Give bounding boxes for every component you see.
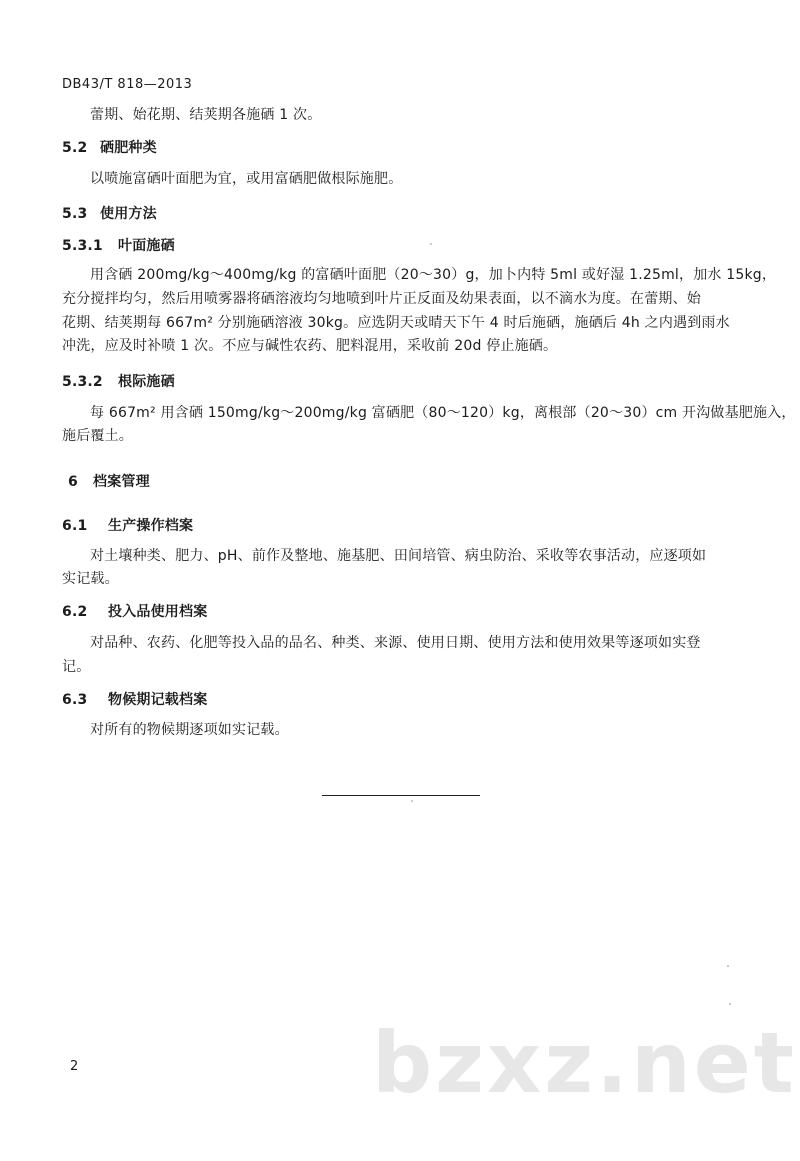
section-5-3-1-title: 叶面施硒 (118, 238, 175, 254)
section-6-1-number: 6.1 (62, 518, 88, 534)
section-6-1-title: 生产操作档案 (108, 518, 194, 534)
scan-speck (727, 965, 729, 967)
section-6-2-number: 6.2 (62, 604, 88, 620)
section-5-3-1-line-3: 花期、结荚期每 667m² 分别施硒溶液 30kg。应选阴天或晴天下午 4 时后施硒，施硒后 4h 之内遇到雨水 (62, 315, 730, 331)
section-5-3-2-line-1: 每 667m² 用含硒 150mg/kg～200mg/kg 富硒肥（80～120）kg，离根部（20～30）cm 开沟做基肥施入， (90, 405, 796, 421)
paragraph-continuation: 蕾期、始花期、结荚期各施硒 1 次。 (90, 107, 322, 123)
section-5-2-paragraph: 以喷施富硒叶面肥为宜，或用富硒肥做根际施肥。 (90, 171, 403, 187)
scan-speck (411, 800, 413, 802)
section-5-3-2-title: 根际施硒 (118, 374, 175, 390)
section-5-3-1-line-1: 用含硒 200mg/kg～400mg/kg 的富硒叶面肥（20～30）g，加卜内特 5ml 或好湿 1.25ml，加水 15kg， (90, 267, 777, 283)
section-6-2-line-2: 记。 (62, 659, 91, 675)
section-5-3-1-line-2: 充分搅拌均匀，然后用喷雾器将硒溶液均匀地喷到叶片正反面及幼果表面，以不滴水为度。在蕾期、始 (62, 291, 701, 307)
watermark: bzxz.net (372, 1014, 797, 1112)
scan-speck (430, 243, 432, 245)
section-6-1-line-2: 实记载。 (62, 571, 119, 587)
section-6-number: 6 (68, 474, 78, 490)
section-6-2-title: 投入品使用档案 (108, 604, 208, 620)
section-6-1-line-1: 对土壤种类、肥力、pH、前作及整地、施基肥、田间培管、病虫防治、采收等农事活动，应逐项如 (90, 548, 707, 564)
section-5-2-number: 5.2 (62, 140, 88, 156)
scan-speck (729, 1003, 731, 1005)
section-5-3-2-line-2: 施后覆土。 (62, 428, 133, 444)
section-6-3-paragraph: 对所有的物候期逐项如实记载。 (90, 722, 289, 738)
section-6-3-title: 物候期记载档案 (108, 692, 208, 708)
page-number: 2 (70, 1059, 79, 1074)
end-separator-line (322, 795, 480, 796)
section-6-2-line-1: 对品种、农药、化肥等投入品的品名、种类、来源、使用日期、使用方法和使用效果等逐项如实登 (90, 635, 701, 651)
section-5-3-title: 使用方法 (100, 206, 157, 222)
section-6-title: 档案管理 (93, 474, 150, 490)
doc-code: DB43/T 818—2013 (62, 77, 193, 92)
section-5-3-1-number: 5.3.1 (62, 238, 103, 254)
section-5-2-title: 硒肥种类 (100, 140, 157, 156)
section-5-3-number: 5.3 (62, 206, 88, 222)
section-5-3-2-number: 5.3.2 (62, 374, 103, 390)
section-5-3-1-line-4: 冲洗，应及时补喷 1 次。不应与碱性农药、肥料混用，采收前 20d 停止施硒。 (62, 338, 558, 354)
section-6-3-number: 6.3 (62, 692, 88, 708)
